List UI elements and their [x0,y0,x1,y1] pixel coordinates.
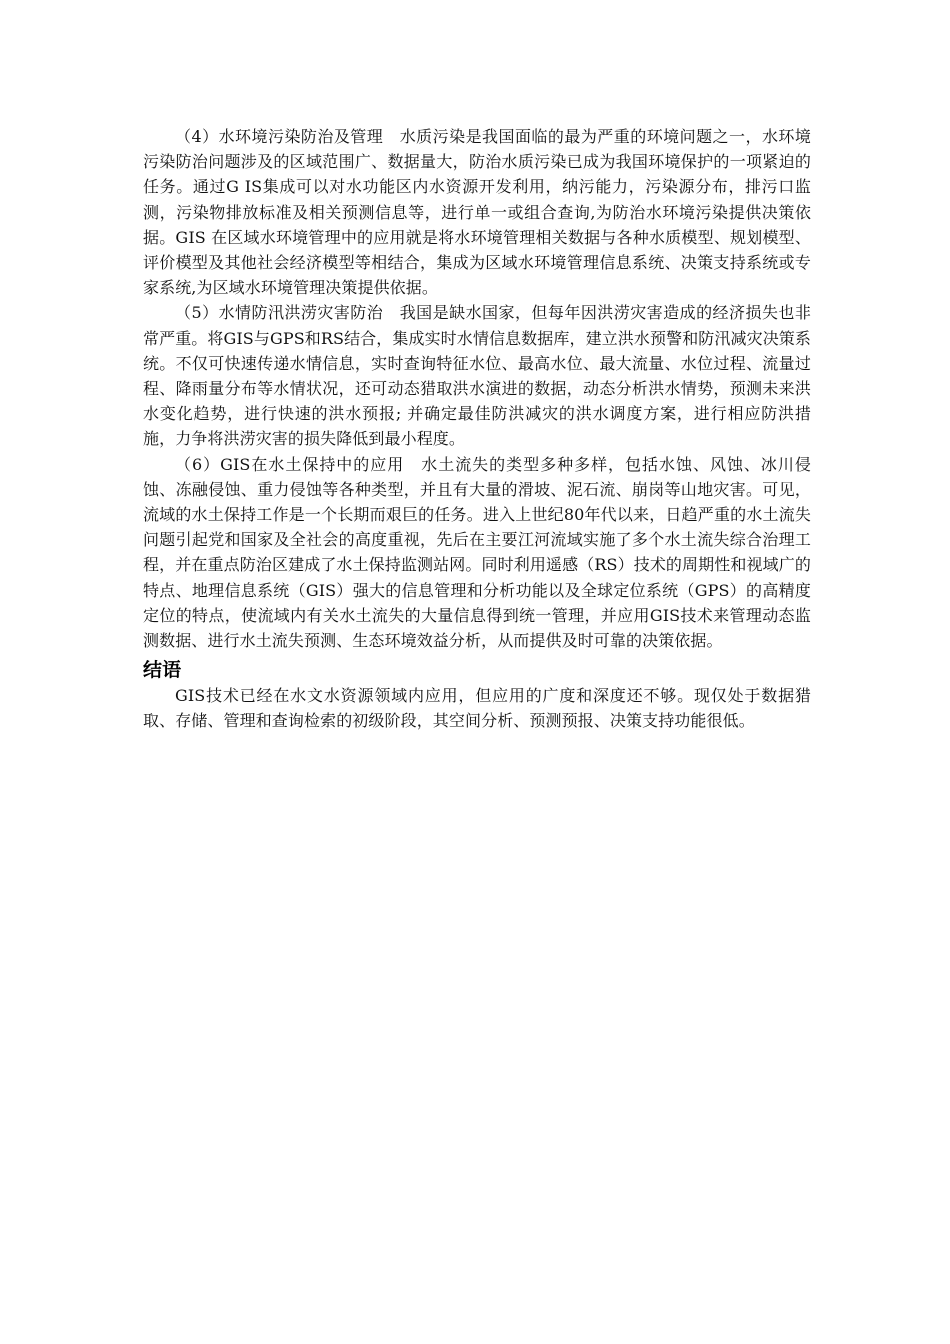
conclusion-paragraph: GIS技术已经在水文水资源领域内应用，但应用的广度和深度还不够。现仅处于数据猎取、存储、管理和查询检索的初级阶段，其空间分析、预测预报、决策支持功能很低。 [143,686,811,731]
paragraph-soil-conservation: （6）GIS在水土保持中的应用 水土流失的类型多种多样，包括水蚀、风蚀、冰川侵蚀、冻融侵蚀、重力侵蚀等各种类型，并且有大量的滑坡、泥石流、崩岗等山地灾害。可见，流域的水土保持工作是一个长期而艰巨的任务。进入上世纪80年代以来，日趋严重的水土流失问题引起党和国家及全社会的高度重视，先后在主要江河流域实施了多个水土流失综合治理工程，并在重点防治区建成了水土保持监测站网。同时利用遥感（RS）技术的周期性和视域广的特点、地理信息系统（GIS）强大的信息管理和分析功能以及全球定位系统（GPS）的高精度定位的特点，使流域内有关水土流失的大量信息得到统一管理，并应用GIS技术来管理动态监测数据、进行水土流失预测、生态环境效益分析，从而提供及时可靠的决策依据。 [143,454,811,651]
conclusion-heading: 结语 [143,659,182,682]
paragraph-water-pollution: （4）水环境污染防治及管理 水质污染是我国面临的最为严重的环境问题之一，水环境污染防治问题涉及的区域范围广、数据量大，防治水质污染已成为我国环境保护的一项紧迫的任务。通过G IS集成可以对水功能区内水资源开发利用，纳污能力，污染源分布，排污口监测，污染物排放标准及相关预测信息等，进行单一或组合查询,为防治水环境污染提供决策依据。GIS 在区域水环境管理中的应用就是将水环境管理相关数据与各种水质模型、规划模型、评价模型及其他社会经济模型等相结合，集成为区域水环境管理信息系统、决策支持系统或专家系统,为区域水环境管理决策提供依据。 [143,127,811,298]
paragraph-flood-control: （5）水情防汛洪涝灾害防治 我国是缺水国家，但每年因洪涝灾害造成的经济损失也非常严重。将GIS与GPS和RS结合，集成实时水情信息数据库，建立洪水预警和防汛减灾决策系统。不仅可快速传递水情信息，实时查询特征水位、最高水位、最大流量、水位过程、流量过程、降雨量分布等水情状况，还可动态猎取洪水演进的数据，动态分析洪水情势，预测未来洪水变化趋势，进行快速的洪水预报; 并确定最佳防洪减灾的洪水调度方案，进行相应防洪措施，力争将洪涝灾害的损失降低到最小程度。 [143,303,811,449]
document-page [143,124,811,734]
